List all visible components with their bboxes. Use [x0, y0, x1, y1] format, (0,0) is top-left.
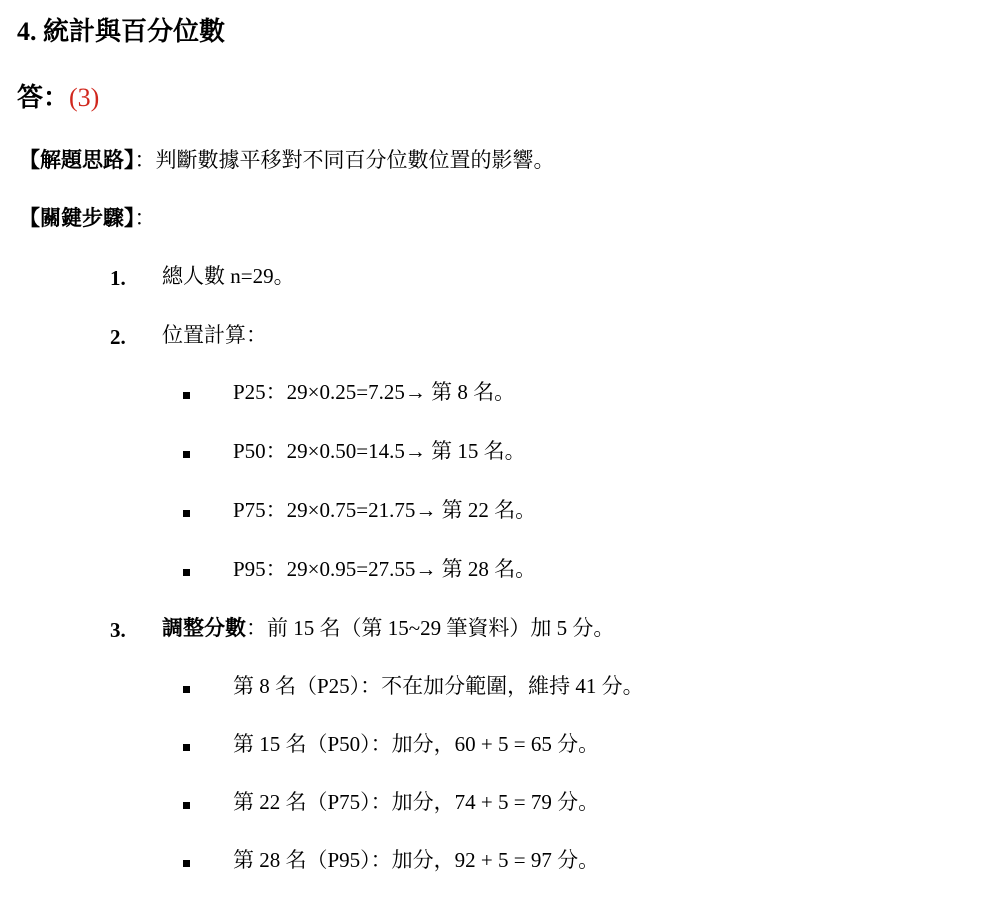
bullet-item: 第 15 名（P50）：加分，60 + 5 = 65 分。: [233, 732, 600, 756]
bullet-marker: [183, 451, 190, 458]
step-label: 調整分數: [162, 616, 246, 640]
bullet-marker: [183, 510, 190, 517]
step-body: ：前 15 名（第 15~29 筆資料）加 5 分。: [246, 616, 615, 640]
approach-label: 【解題思路】: [19, 148, 135, 172]
page-title: 4. 統計與百分位數: [17, 17, 226, 46]
bullet-marker: [183, 392, 190, 399]
answer-value: (3): [69, 83, 100, 112]
bullet-item: P95：29×0.95=27.55→ 第 28 名。: [233, 557, 537, 581]
answer-line: [17, 81, 99, 115]
approach-line: [19, 145, 555, 175]
bullet-item: 第 8 名（P25）：不在加分範圍，維持 41 分。: [233, 674, 644, 698]
bullet-item: P25：29×0.25=7.25→ 第 8 名。: [233, 380, 516, 404]
bullet-marker: [183, 802, 190, 809]
bullet-marker: [183, 860, 190, 867]
bullet-item: P50：29×0.50=14.5→ 第 15 名。: [233, 439, 526, 463]
bullet-marker: [183, 569, 190, 576]
step-number: 1.: [110, 266, 126, 290]
approach-text: ：判斷數據平移對不同百分位數位置的影響。: [134, 148, 555, 172]
answer-label: 答：: [17, 83, 70, 112]
step-number: 2.: [110, 325, 126, 349]
key-steps-label: 【關鍵步驟】: [19, 206, 135, 230]
bullet-item: 第 28 名（P95）：加分，92 + 5 = 97 分。: [233, 848, 600, 872]
bullet-marker: [183, 686, 190, 693]
bullet-item: P75：29×0.75=21.75→ 第 22 名。: [233, 498, 537, 522]
key-steps-line: [19, 203, 156, 233]
step-text: [162, 613, 614, 643]
bullet-marker: [183, 744, 190, 751]
step-number: 3.: [110, 618, 126, 642]
step-body: 位置計算：: [162, 323, 267, 347]
step-text: [162, 320, 267, 350]
step-body: 總人數 n=29。: [162, 264, 295, 288]
key-steps-text: ：: [134, 206, 156, 230]
bullet-item: 第 22 名（P75）：加分，74 + 5 = 79 分。: [233, 790, 600, 814]
step-text: [162, 261, 295, 291]
